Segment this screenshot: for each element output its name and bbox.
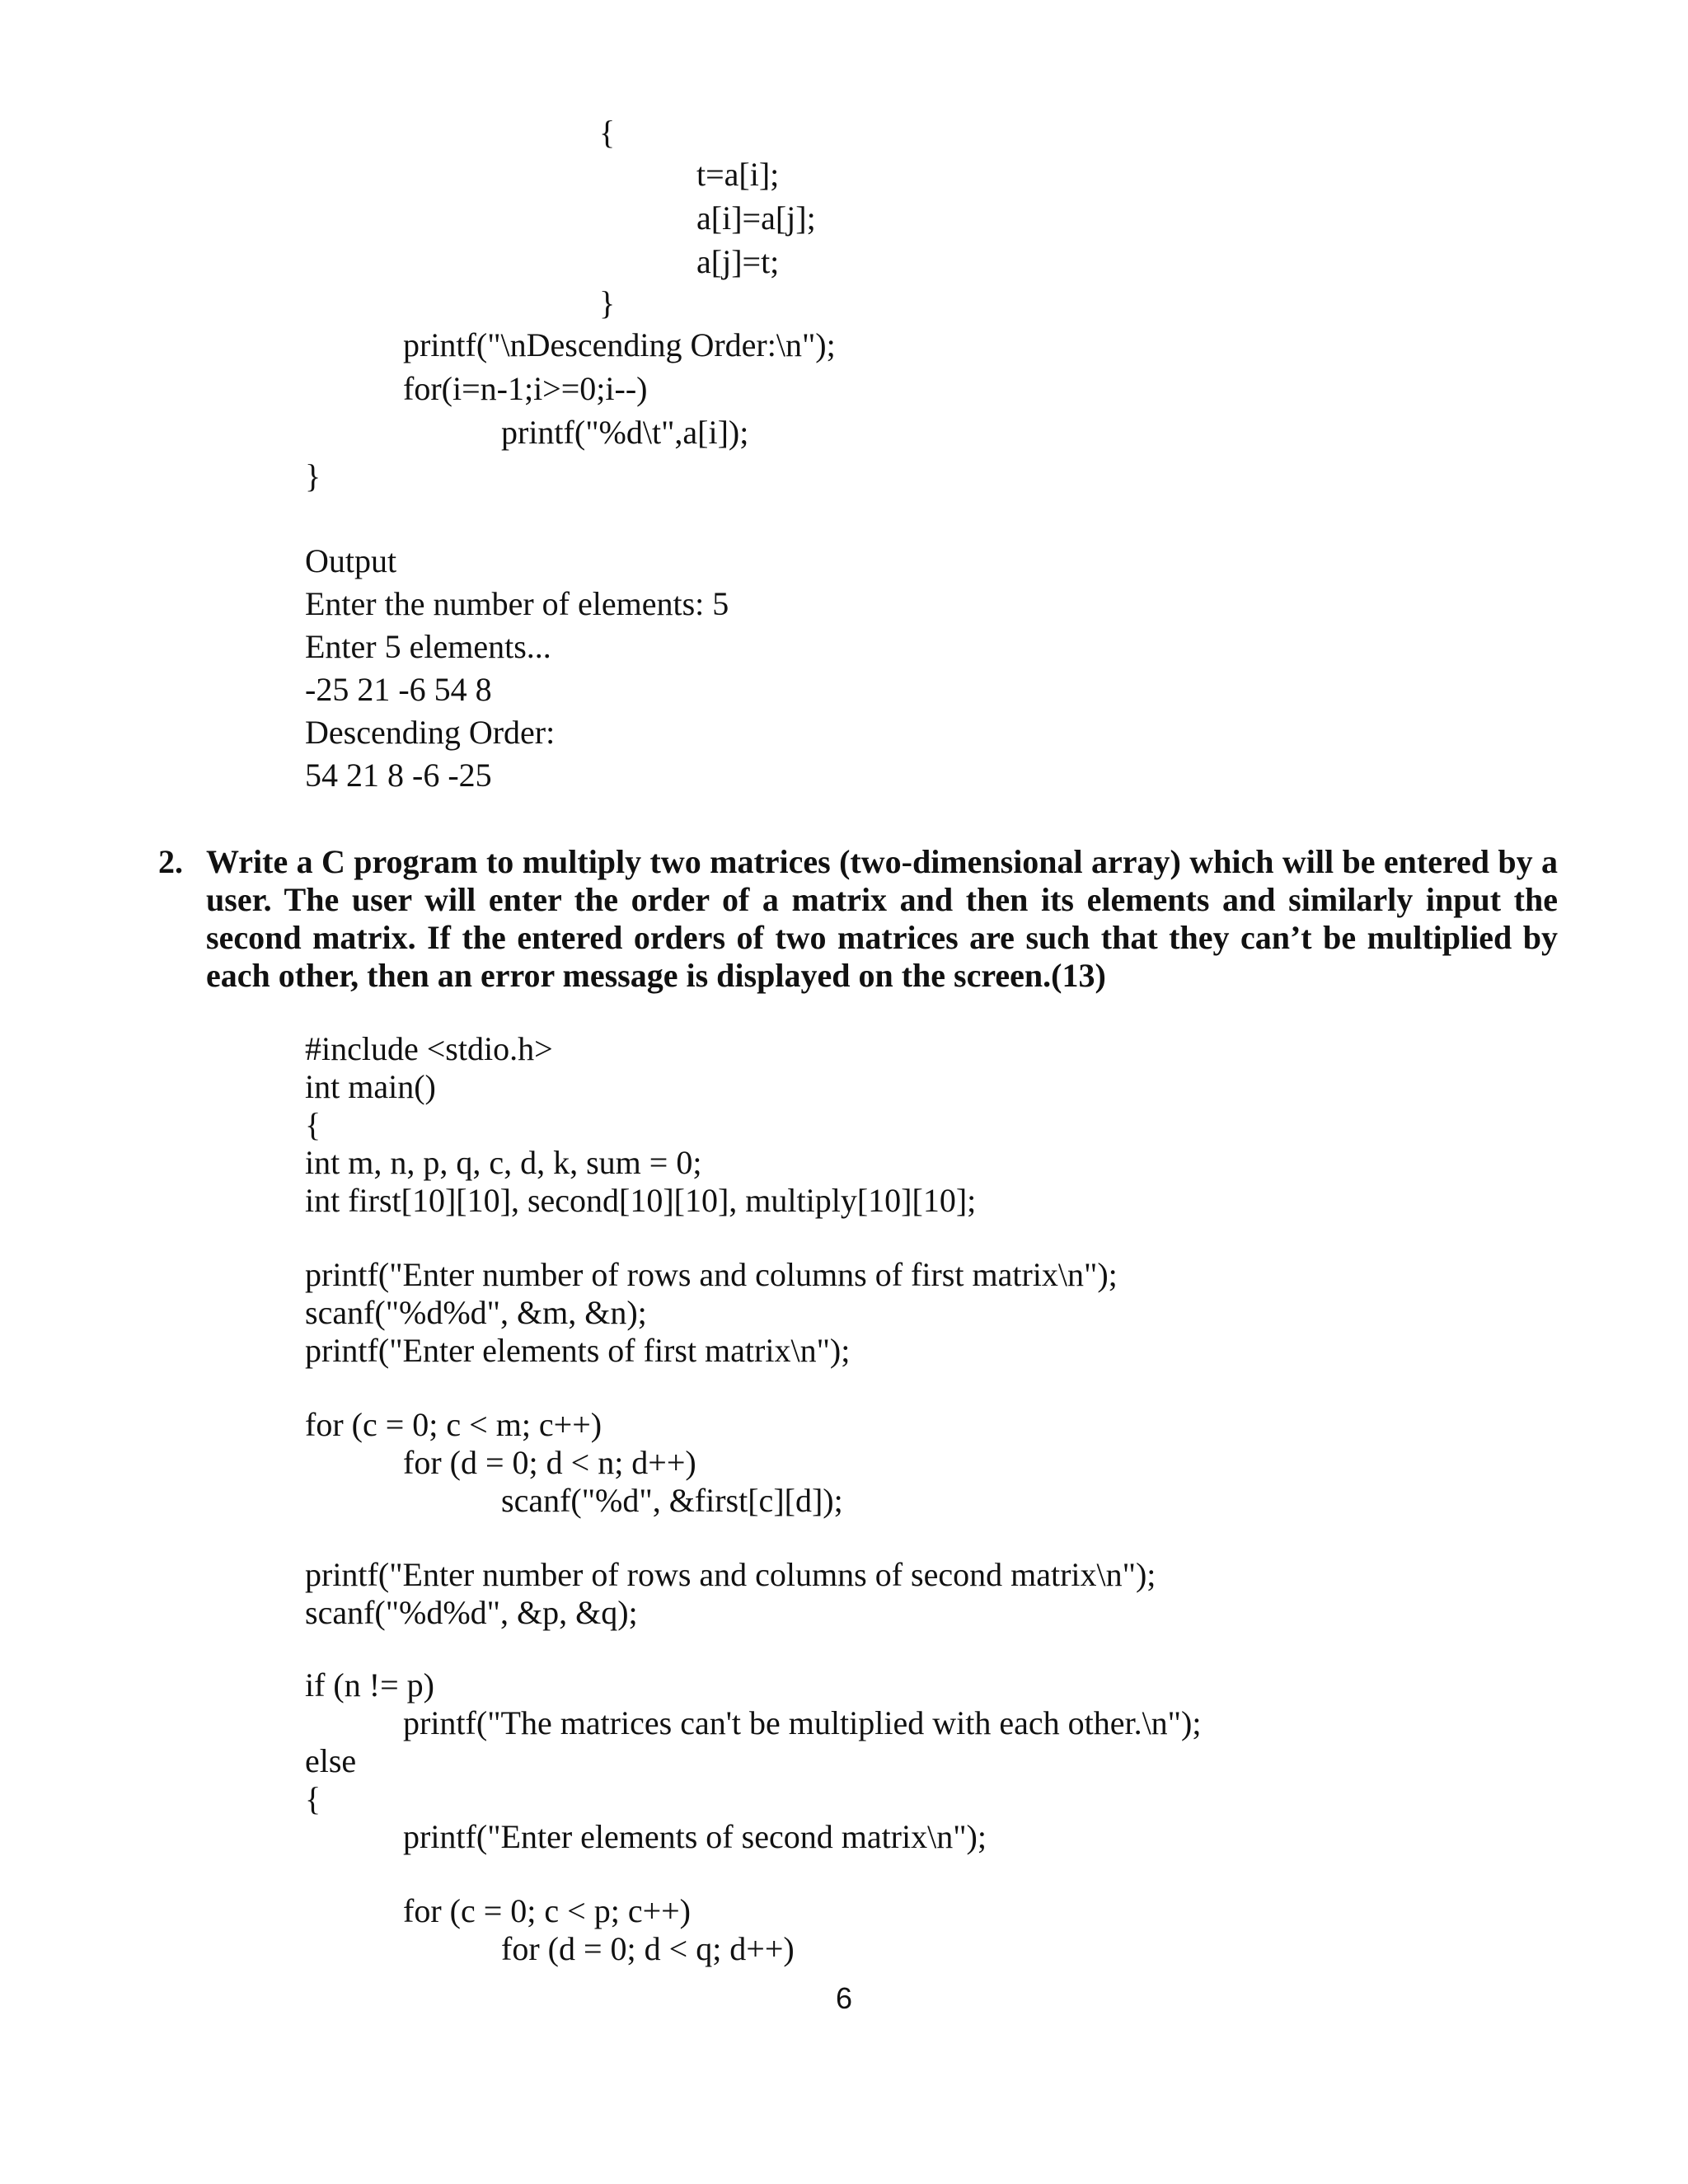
code-line: scanf("%d%d", &p, &q);	[305, 1594, 638, 1631]
output-heading: Output	[305, 542, 397, 579]
code-line: for (d = 0; d < n; d++)	[403, 1444, 696, 1481]
code-line: for (c = 0; c < p; c++)	[403, 1892, 692, 1929]
code-line: {	[305, 1780, 321, 1817]
output-line: Descending Order:	[305, 714, 556, 751]
code-line: }	[599, 284, 616, 321]
code-line: }	[305, 457, 321, 494]
code-line: a[j]=t;	[696, 243, 780, 280]
code-line: printf("\nDescending Order:\n");	[403, 326, 836, 363]
code-line: printf("Enter number of rows and columns of second matrix\n");	[305, 1556, 1156, 1593]
code-line: else	[305, 1742, 357, 1779]
question-text: Write a C program to multiply two matrices (two-dimensional array) which will be entered by a user. The user will enter the order of a matrix and then its elements and similarly input the second matrix. If the entered orders of two matrices are such that they can’t be multiplied by each other, then an error message is displayed on the screen.(13)	[206, 843, 1558, 994]
code-line: {	[599, 114, 616, 151]
code-line: for(i=n-1;i>=0;i--)	[403, 370, 648, 407]
code-line: printf("The matrices can't be multiplied with each other.\n");	[403, 1704, 1202, 1741]
code-line: int main()	[305, 1068, 436, 1105]
output-line: Enter the number of elements: 5	[305, 585, 729, 622]
code-line: for (c = 0; c < m; c++)	[305, 1406, 603, 1443]
output-line: -25 21 -6 54 8	[305, 671, 492, 708]
code-line: printf("%d\t",a[i]);	[501, 414, 749, 451]
code-line: scanf("%d", &first[c][d]);	[501, 1482, 843, 1519]
code-line: printf("Enter elements of second matrix\n");	[403, 1818, 987, 1855]
code-line: int m, n, p, q, c, d, k, sum = 0;	[305, 1144, 702, 1181]
code-line: scanf("%d%d", &m, &n);	[305, 1294, 647, 1331]
code-line: {	[305, 1106, 321, 1143]
question-number: 2.	[158, 843, 183, 880]
code-line: t=a[i];	[696, 156, 780, 193]
code-line: for (d = 0; d < q; d++)	[501, 1930, 795, 1967]
output-line: 54 21 8 -6 -25	[305, 757, 492, 794]
page-number: 6	[835, 1981, 853, 2015]
code-line: if (n != p)	[305, 1666, 434, 1704]
code-line: a[i]=a[j];	[696, 199, 816, 237]
code-line: int first[10][10], second[10][10], multiply[10][10];	[305, 1182, 977, 1219]
code-line: #include <stdio.h>	[305, 1030, 553, 1067]
output-line: Enter 5 elements...	[305, 628, 551, 665]
code-line: printf("Enter elements of first matrix\n");	[305, 1332, 851, 1369]
code-line: printf("Enter number of rows and columns of first matrix\n");	[305, 1256, 1118, 1293]
